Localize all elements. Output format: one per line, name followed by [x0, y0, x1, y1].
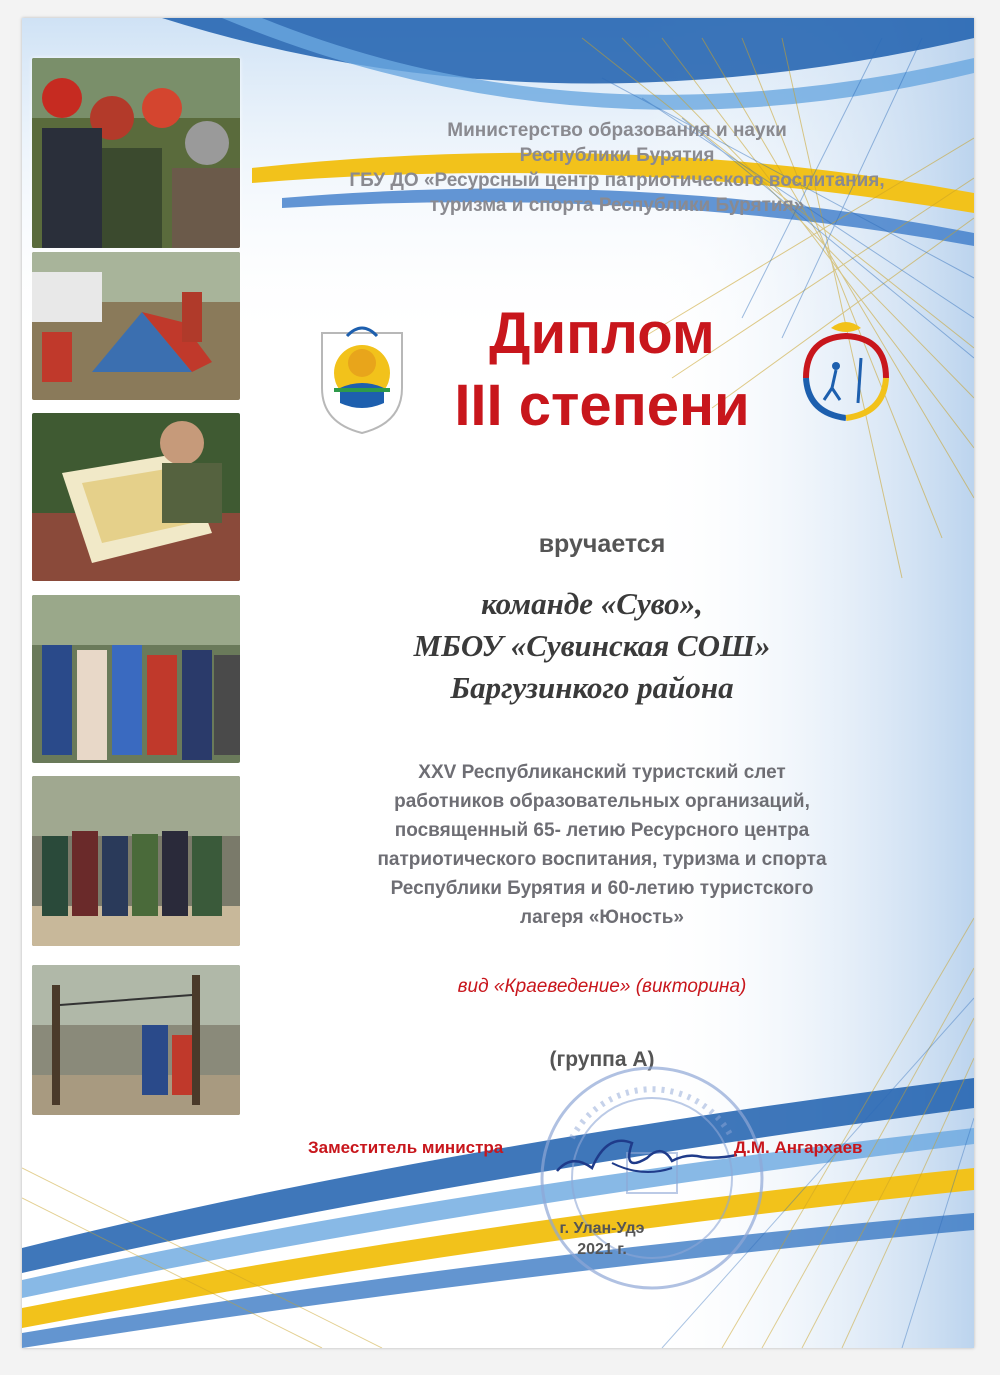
- photo-rope-course: [32, 965, 240, 1115]
- awarded-label: вручается: [538, 530, 666, 558]
- event-line-4: патриотического воспитания, туризма и спорта: [377, 849, 827, 870]
- event-line-1: XXV Республиканский туристский слет: [418, 762, 786, 783]
- competition-group: (группа А): [549, 1048, 655, 1071]
- photo-tents: [32, 252, 240, 400]
- recipient-line-3: Баргузинкого района: [450, 670, 734, 705]
- issue-year: 2021 г.: [577, 1241, 627, 1258]
- diploma-title: [392, 298, 812, 442]
- signatory-title: Заместитель министра: [308, 1138, 504, 1157]
- recipient: [312, 583, 872, 709]
- recipient-line-2: МБОУ «Сувинская СОШ»: [413, 628, 771, 663]
- diploma-title-line-2: III степени: [454, 373, 750, 438]
- event-description: [332, 758, 872, 932]
- issue-city: г. Улан-Удэ: [559, 1220, 645, 1237]
- issuer-line-3: ГБУ ДО «Ресурсный центр патриотического воспитания,: [349, 170, 885, 191]
- issue-place-date: [502, 1218, 702, 1260]
- photo-map-reading: [32, 413, 240, 581]
- photo-costumes: [32, 595, 240, 763]
- diploma-title-line-1: Диплом: [489, 301, 715, 366]
- photo-participants-helmets: [32, 58, 240, 248]
- photo-team-group: [32, 776, 240, 946]
- issuer-line-2: Республики Бурятия: [519, 145, 715, 166]
- event-line-6: лагеря «Юность»: [520, 907, 684, 928]
- diploma-sheet: [22, 18, 974, 1348]
- issuer-line-1: Министерство образования и науки: [447, 120, 787, 141]
- issuer-header: [272, 118, 962, 218]
- event-line-2: работников образовательных организаций,: [394, 791, 810, 812]
- signatory-name: Д.М. Ангархаев: [734, 1138, 863, 1157]
- event-line-3: посвященный 65- летию Ресурсного центра: [394, 820, 810, 841]
- competition-kind: вид «Краеведение» (викторина): [457, 976, 747, 997]
- recipient-line-1: команде «Суво»,: [481, 586, 703, 621]
- handwritten-signature: [552, 1123, 742, 1183]
- issuer-line-4: туризма и спорта Республики Бурятия»: [429, 195, 805, 216]
- event-line-5: Республики Бурятия и 60-летию туристского: [390, 878, 814, 899]
